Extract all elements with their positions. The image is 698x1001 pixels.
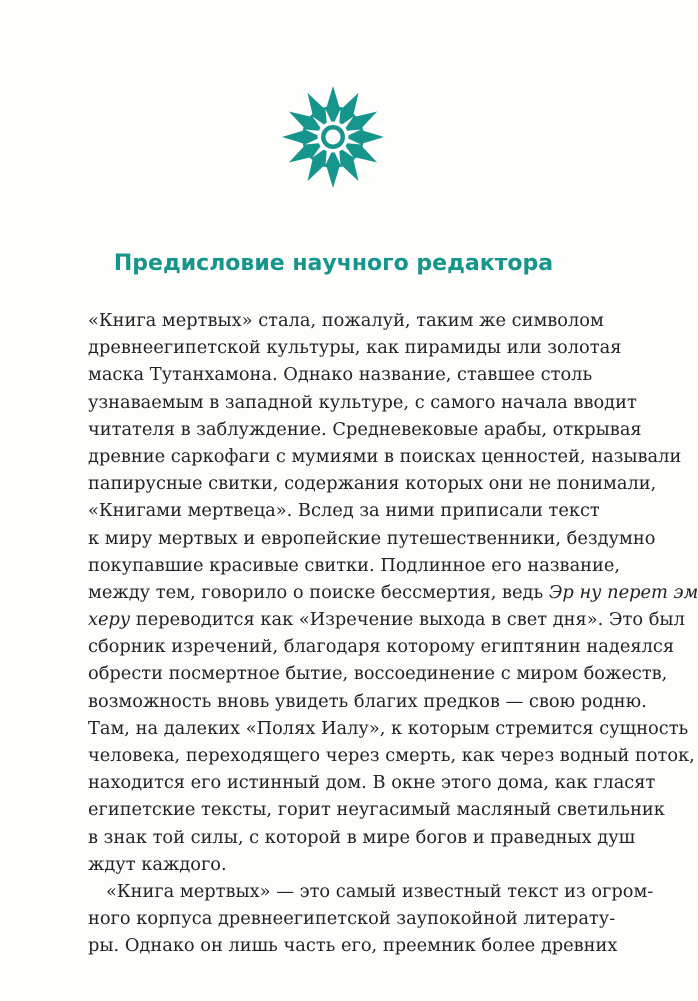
text-line: покупавшие красивые свитки. Подлинное его название, [88, 554, 621, 576]
text-line: древние саркофаги с мумиями в поисках ценностей, называли [88, 445, 682, 467]
text-line [88, 606, 685, 633]
text-line: возможность вновь увидеть благих предков — свою родню. [88, 690, 647, 712]
text-line: человека, переходящего через смерть, как через водный поток, [88, 745, 695, 766]
text-line: обрести посмертное бытие, воссоединение с миром божеств, [88, 663, 668, 685]
text-line: ждут каждого. [88, 853, 227, 875]
text-segment: переводится как «Изречение выхода в свет дня». Это был [130, 609, 685, 631]
italic-title-segment: херу [88, 609, 131, 631]
text-line: в знак той силы, с которой в мире богов и праведных душ [88, 826, 636, 848]
italic-title-segment: Эр ну перет эм [548, 581, 698, 603]
text-line: узнаваемым в западной культуре, с самого начала вводит [88, 391, 637, 413]
text-line: «Книгами мертвеца». Вслед за ними приписали текст [88, 500, 600, 522]
text-segment: между тем, говорило о поиске бессмертия, ведь [88, 581, 549, 603]
chapter-title: Предисловие научного редактора [113, 251, 554, 276]
text-line: египетские тексты, горит неугасимый масляный светильник [88, 799, 665, 821]
text-line: сборник изречений, благодаря которому египтянин надеялся [88, 636, 675, 658]
text-line: находится его истинный дом. В окне этого дома, как гласят [88, 772, 656, 794]
text-line: ного корпуса древнеегипетской заупокойной литерату- [88, 908, 616, 930]
text-line: папирусные свитки, содержания которых они не понимали, [88, 473, 657, 495]
text-line: ры. Однако он лишь часть его, преемник более древних [88, 935, 618, 957]
text-line: «Книга мертвых» — это самый известный текст из огром- [106, 880, 654, 902]
text-line: читателя в заблуждение. Средневековые арабы, открывая [88, 418, 642, 440]
text-line [88, 579, 698, 606]
text-line: Там, на далеких «Полях Иалу», к которым стремится сущность [88, 717, 689, 739]
text-line: к миру мертвых и европейские путешественники, бездумно [88, 527, 656, 549]
sun-star-icon [281, 85, 385, 189]
body-text [88, 307, 698, 960]
text-line: маска Тутанхамона. Однако название, ставшее столь [88, 364, 593, 386]
text-line: древнеегипетской культуры, как пирамиды или золотая [88, 337, 622, 359]
text-line: «Книга мертвых» стала, пожалуй, таким же символом [88, 310, 604, 331]
